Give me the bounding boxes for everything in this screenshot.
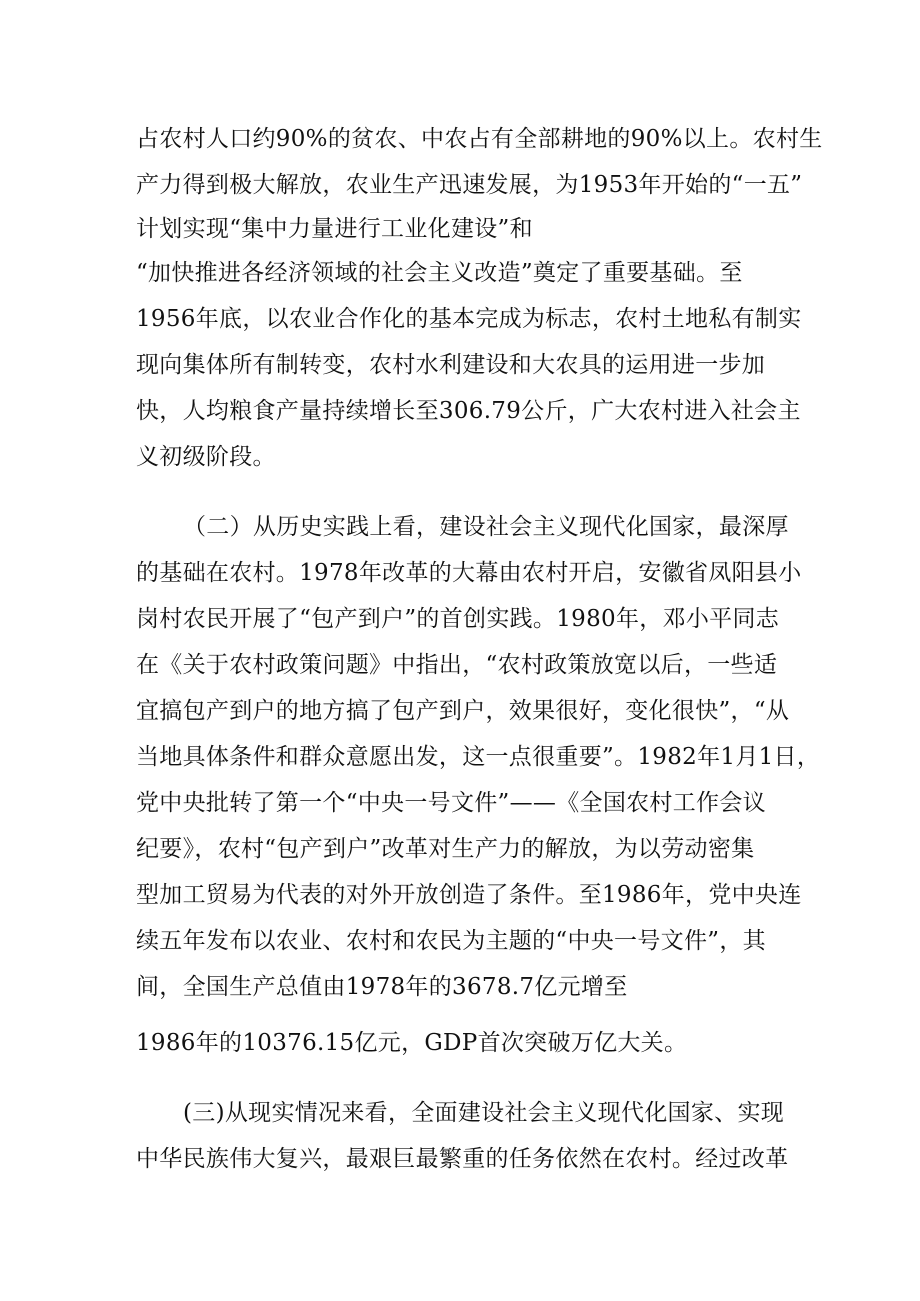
text-line: 快，人均粮食产量持续增长至306.79公斤，广大农村进入社会主 xyxy=(136,398,801,424)
text-line: 1986年的10376.15亿元，GDP首次突破万亿大关。 xyxy=(136,1030,688,1056)
text-line: “加快推进各经济领域的社会主义改造”奠定了重要基础。至 xyxy=(136,260,743,286)
text-line: 在《关于农村政策问题》中指出，“农村政策放宽以后，一些适 xyxy=(136,652,778,678)
text-line: 的基础在农村。1978年改革的大幕由农村开启，安徽省凤阳县小 xyxy=(136,560,802,586)
text-line: 续五年发布以农业、农村和农民为主题的“中央一号文件”，其 xyxy=(136,928,766,954)
text-line: 当地具体条件和群众意愿出发，这一点很重要”。1982年1月1日， xyxy=(136,744,821,770)
text-line: 宜搞包产到户的地方搞了包产到户，效果很好，变化很快”，“从 xyxy=(136,698,790,724)
text-line: （二）从历史实践上看，建设社会主义现代化国家，最深厚 xyxy=(183,514,789,540)
text-line: 占农村人口约90%的贫农、中农占有全部耕地的90%以上。农村生 xyxy=(136,126,823,152)
text-line: 间，全国生产总值由1978年的3678.7亿元增至 xyxy=(136,974,628,1000)
text-line: 产力得到极大解放，农业生产迅速发展，为1953年开始的“一五” xyxy=(136,172,803,198)
text-line: (三)从现实情况来看，全面建设社会主义现代化国家、实现 xyxy=(183,1100,785,1126)
text-line: 岗村农民开展了“包产到户”的首创实践。1980年，邓小平同志 xyxy=(136,606,780,632)
text-line: 义初级阶段。 xyxy=(136,444,276,470)
text-line: 党中央批转了第一个“中央一号文件”——《全国农村工作会议 xyxy=(136,790,766,816)
text-line: 纪要》，农村“包产到户”改革对生产力的解放，为以劳动密集 xyxy=(136,836,755,862)
text-line: 1956年底，以农业合作化的基本完成为标志，农村土地私有制实 xyxy=(136,306,802,332)
text-line: 计划实现“集中力量进行工业化建设”和 xyxy=(136,216,533,242)
text-line: 现向集体所有制转变，农村水利建设和大农具的运用进一步加 xyxy=(136,352,766,378)
text-line: 中华民族伟大复兴，最艰巨最繁重的任务依然在农村。经过改革 xyxy=(136,1146,789,1172)
text-line: 型加工贸易为代表的对外开放创造了条件。至1986年，党中央连 xyxy=(136,882,802,908)
